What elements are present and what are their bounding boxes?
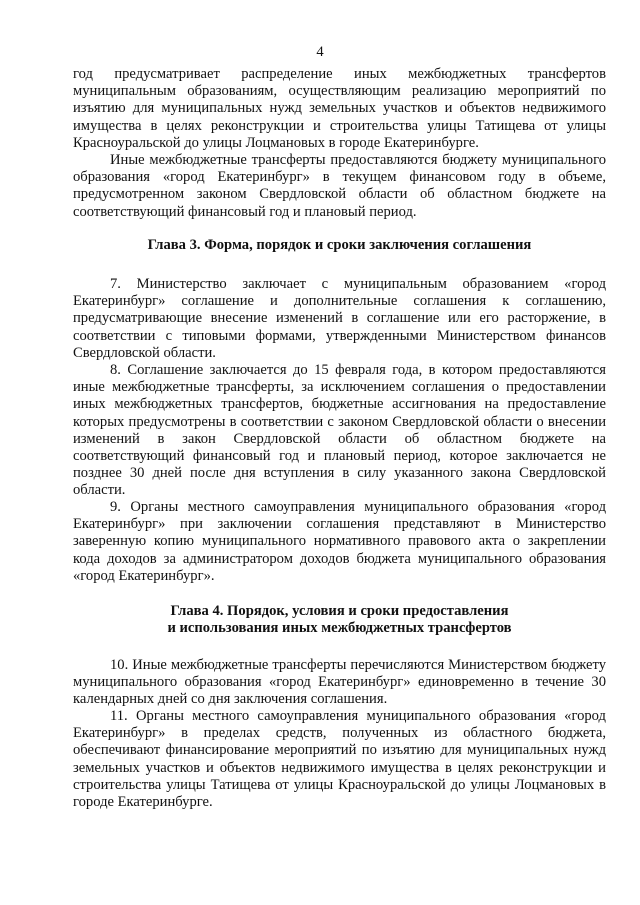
paragraph-11: 11. Органы местного самоуправления муниципального образования «город Екатеринбург» в пределах средств, полученных из областного бюджета, обеспечивают финансирование мероприятий по изъятию для муниципальных нужд земельных участков и объектов недвижимого имущества в целях реконструкции и строительства улицы Татищева от улицы Красноуральской до улицы Лоцмановых в городе Екатеринбурге. — [73, 708, 606, 811]
chapter-3-heading — [73, 237, 606, 254]
paragraph-8: 8. Соглашение заключается до 15 февраля года, в котором предоставляются иные межбюджетные трансферты, за исключением соглашения о предоставлении иных межбюджетных трансфертов, бюджетные ассигнования на предоставление которых предусмотрены в соответствии с законом Свердловской области о внесении изменений в закон Свердловской области об областном бюджете на соответствующий финансовый год и плановый период, которое заключается не позднее 30 дней после дня вступления в силу указанного закона Свердловской области. — [73, 362, 606, 499]
page-number: 4 — [316, 44, 324, 60]
chapter-4-title-line-2: и использования иных межбюджетных трансфертов — [167, 620, 512, 637]
paragraph-7: 7. Министерство заключает с муниципальным образованием «город Екатеринбург» соглашение и дополнительные соглашения к соглашению, предусматривающие внесение изменений в соглашение или его расторжение, в соответствии с типовыми формами, утвержденными Министерством финансов Свердловской области. — [73, 276, 606, 361]
chapter-4-heading — [73, 603, 606, 637]
chapter-3-title: Глава 3. Форма, порядок и сроки заключения соглашения — [147, 237, 532, 253]
paragraph-continued: год предусматривает распределение иных межбюджетных трансфертов муниципальным образованиям, осуществляющим реализацию мероприятий по изъятию для муниципальных нужд земельных участков и объектов недвижимого имущества в целях реконструкции и строительства улицы Татищева от улицы Красноуральской до улицы Лоцмановых в городе Екатеринбурге. — [73, 66, 606, 151]
paragraph-10: 10. Иные межбюджетные трансферты перечисляются Министерством бюджету муниципального образования «город Екатеринбург» единовременно в течение 30 календарных дней со дня заключения соглашения. — [73, 657, 606, 708]
paragraph-transfers-amount: Иные межбюджетные трансферты предоставляются бюджету муниципального образования «город Екатеринбург» в текущем финансовом году в объеме, предусмотренном законом Свердловской области об областном бюджете на соответствующий финансовый год и плановый период. — [73, 152, 606, 220]
paragraph-9: 9. Органы местного самоуправления муниципального образования «город Екатеринбург» при заключении соглашения представляют в Министерство заверенную копию муниципального нормативного правового акта о закреплении кода доходов за администратором доходов бюджета муниципального образования «город Екатеринбург». — [73, 499, 606, 584]
chapter-4-title-line-1: Глава 4. Порядок, условия и сроки предоставления — [170, 603, 509, 619]
